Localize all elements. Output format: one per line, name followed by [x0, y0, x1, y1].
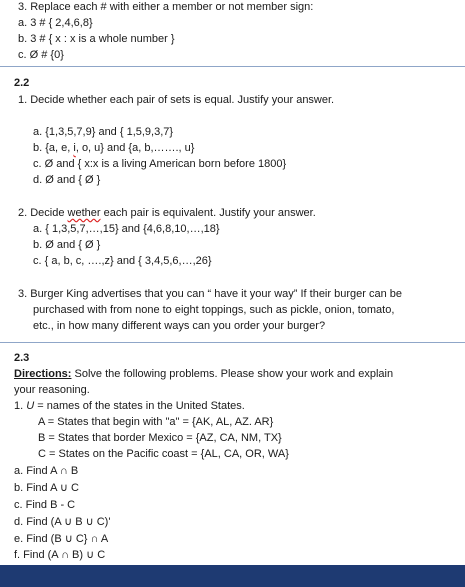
spellcheck-word-wether: wether — [67, 207, 101, 219]
s22-q2-item-b: b. Ø and { Ø } — [33, 239, 101, 251]
s22-q2-title — [18, 206, 316, 220]
q3-membership-title: 3. Replace each # with either a member or not member sign: — [18, 1, 314, 13]
problem-1-text: = names of the states in the United States. — [34, 400, 245, 412]
directions — [14, 367, 393, 381]
q3-item-c: c. Ø # {0} — [18, 49, 64, 61]
spellcheck-word-i: i — [73, 142, 76, 154]
directions-line2: your reasoning. — [14, 384, 90, 396]
s22-q1-item-a: a. {1,3,5,7,9} and { 1,5,9,3,7} — [33, 126, 174, 138]
find-item-c: c. Find B - C — [14, 499, 76, 511]
q3-item-b: b. 3 # { x : x is a whole number } — [18, 33, 175, 45]
s22-q2-title-part2: each pair is equivalent. Justify your answer. — [100, 207, 316, 219]
q3-item-a: a. 3 # { 2,4,6,8} — [18, 17, 93, 29]
bottom-blue-bar — [0, 565, 465, 587]
section-heading-2-3: 2.3 — [14, 352, 30, 364]
find-item-a: a. Find A ∩ B — [14, 465, 79, 477]
set-b-definition: B = States that border Mexico = {AZ, CA, NM, TX} — [38, 432, 282, 444]
s22-q3-line1: 3. Burger King advertises that you can “ have it your way” If their burger can be — [18, 288, 402, 300]
universal-set-symbol: U — [26, 400, 35, 412]
directions-label: Directions: — [14, 368, 72, 380]
section-heading-2-2: 2.2 — [14, 77, 30, 89]
s22-q2-title-part1: 2. Decide — [18, 207, 68, 219]
directions-text: Solve the following problems. Please show your work and explain — [71, 368, 394, 380]
s22-q3-line3: etc., in how many different ways can you order your burger? — [33, 320, 326, 332]
find-item-f: f. Find (A ∩ B) ∪ C — [14, 549, 106, 561]
s22-q1-item-b — [33, 141, 194, 155]
s22-q1-item-c: c. Ø and { x:x is a living American born before 1800} — [33, 158, 287, 170]
section-divider — [0, 66, 465, 67]
set-c-definition: C = States on the Pacific coast = {AL, CA, OR, WA} — [38, 448, 289, 460]
s22-q2-item-c: c. { a, b, c, ….,z} and { 3,4,5,6,…,26} — [33, 255, 212, 267]
problem-1-number: 1. — [14, 400, 27, 412]
s22-q1-title: 1. Decide whether each pair of sets is equal. Justify your answer. — [18, 94, 335, 106]
s22-q2-item-a: a. { 1,3,5,7,…,15} and {4,6,8,10,…,18} — [33, 223, 220, 235]
s22-q1-item-b-part1: b. {a, e, — [33, 142, 74, 154]
section-divider — [0, 342, 465, 343]
s22-q3-line2: purchased with from none to eight toppings, such as pickle, onion, tomato, — [33, 304, 395, 316]
s22-q1-item-d: d. Ø and { Ø } — [33, 174, 101, 186]
find-item-d: d. Find (A ∪ B ∪ C)' — [14, 516, 111, 528]
find-item-e: e. Find (B ∪ C} ∩ A — [14, 533, 109, 545]
set-a-definition: A = States that begin with "a" = {AK, AL, AZ. AR} — [38, 416, 274, 428]
problem-1 — [14, 399, 245, 413]
s22-q1-item-b-part2: , o, u} and {a, b,……., u} — [75, 142, 195, 154]
find-item-b: b. Find A ∪ C — [14, 482, 79, 494]
